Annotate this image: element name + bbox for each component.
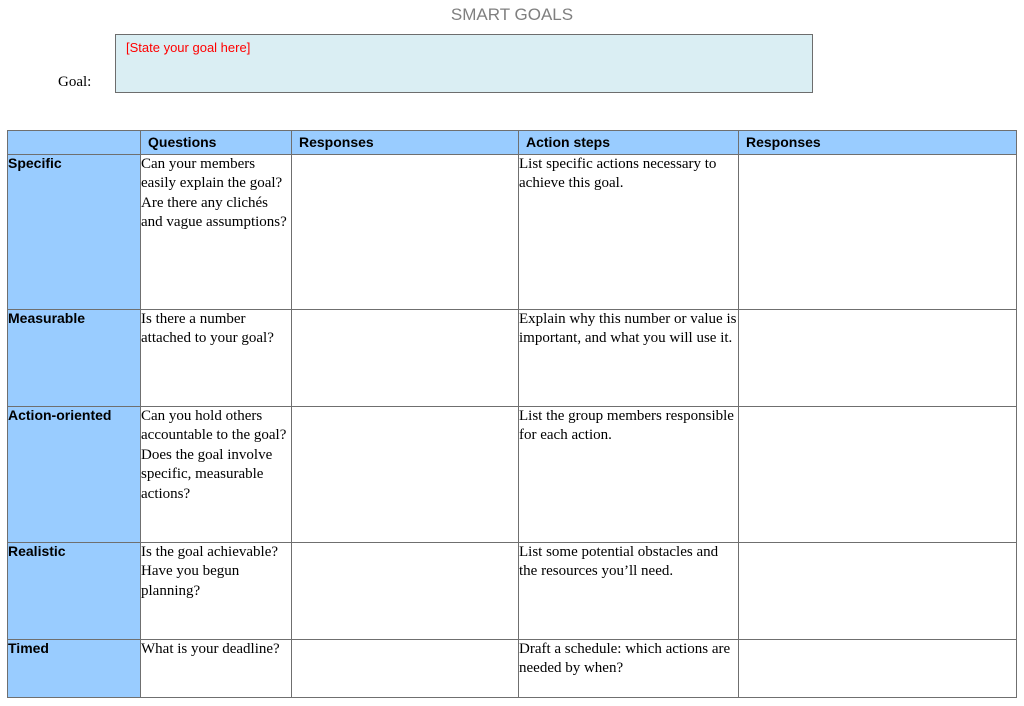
header-blank (8, 131, 141, 155)
response-cell[interactable] (292, 155, 519, 310)
table-header-row (8, 131, 1017, 155)
response-cell[interactable] (739, 640, 1017, 698)
goal-placeholder[interactable]: [State your goal here] (126, 40, 251, 55)
header-responses-2: Responses (739, 131, 1017, 155)
row-label: Measurable (8, 310, 141, 407)
table-row-measurable (8, 310, 1017, 407)
goal-label: Goal: (58, 74, 92, 90)
action-step-cell: List some potential obstacles and the resources you’ll need. (519, 543, 739, 640)
table-row-action-oriented (8, 407, 1017, 543)
smart-goals-table (7, 130, 1017, 698)
table-row-specific (8, 155, 1017, 310)
row-label: Action-oriented (8, 407, 141, 543)
action-step-cell: Explain why this number or value is important, and what you will use it. (519, 310, 739, 407)
response-cell[interactable] (739, 310, 1017, 407)
question-cell: What is your deadline? (141, 640, 292, 698)
goal-input-box[interactable] (115, 34, 813, 93)
action-step-cell: List the group members responsible for each action. (519, 407, 739, 543)
question-cell: Is the goal achievable? Have you begun planning? (141, 543, 292, 640)
header-questions: Questions (141, 131, 292, 155)
response-cell[interactable] (292, 640, 519, 698)
action-step-cell: List specific actions necessary to achieve this goal. (519, 155, 739, 310)
question-cell: Can you hold others accountable to the goal? Does the goal involve specific, measurable actions? (141, 407, 292, 543)
row-label: Realistic (8, 543, 141, 640)
question-cell: Is there a number attached to your goal? (141, 310, 292, 407)
header-action-steps: Action steps (519, 131, 739, 155)
response-cell[interactable] (739, 155, 1017, 310)
response-cell[interactable] (292, 407, 519, 543)
response-cell[interactable] (739, 407, 1017, 543)
table-row-realistic (8, 543, 1017, 640)
table-row-timed (8, 640, 1017, 698)
row-label: Specific (8, 155, 141, 310)
response-cell[interactable] (292, 543, 519, 640)
action-step-cell: Draft a schedule: which actions are needed by when? (519, 640, 739, 698)
row-label: Timed (8, 640, 141, 698)
question-cell: Can your members easily explain the goal? Are there any clichés and vague assumptions? (141, 155, 292, 310)
header-responses-1: Responses (292, 131, 519, 155)
response-cell[interactable] (739, 543, 1017, 640)
document-title: SMART GOALS (450, 5, 574, 24)
response-cell[interactable] (292, 310, 519, 407)
